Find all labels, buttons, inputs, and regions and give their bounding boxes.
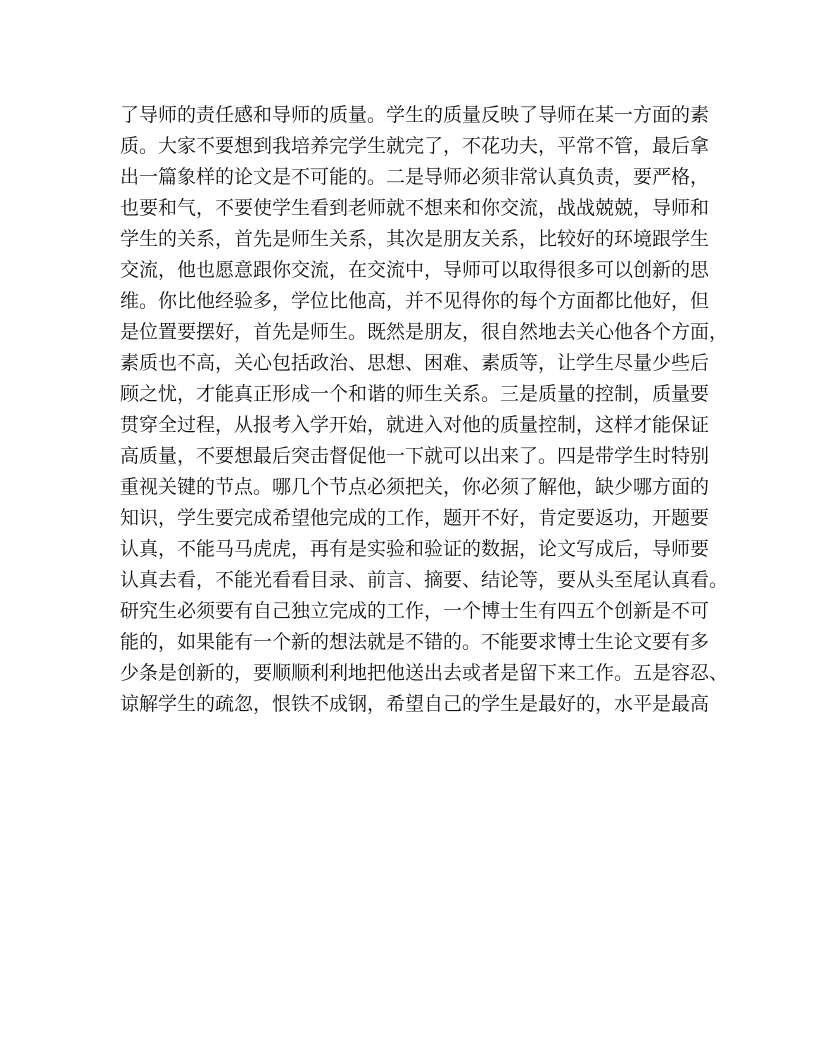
body-text <box>120 100 729 720</box>
text-line: 重视关键的节点。哪几个节点必须把关，你必须了解他，缺少哪方面的 <box>120 476 710 498</box>
text-line: 能的，如果能有一个新的想法就是不错的。不能要求博士生论文要有多 <box>120 631 710 653</box>
text-line: 少条是创新的，要顺顺利利地把他送出去或者是留下来工作。五是容忍、 <box>120 662 729 684</box>
text-line: 也要和气，不要使学生看到老师就不想来和你交流，战战兢兢，导师和 <box>120 197 710 219</box>
text-line: 知识，学生要完成希望他完成的工作，题开不好，肯定要返功，开题要 <box>120 507 710 529</box>
text-line: 学生的关系，首先是师生关系，其次是朋友关系，比较好的环境跟学生 <box>120 228 710 250</box>
text-line: 了导师的责任感和导师的质量。学生的质量反映了导师在某一方面的素 <box>120 104 710 126</box>
text-line: 认真去看，不能光看看目录、前言、摘要、结论等，要从头至尾认真看。 <box>120 569 729 591</box>
text-line: 是位置要摆好，首先是师生。既然是朋友，很自然地去关心他各个方面， <box>120 321 729 343</box>
text-line: 认真，不能马马虎虎，再有是实验和验证的数据，论文写成后，导师要 <box>120 538 710 560</box>
text-line: 研究生必须要有自己独立完成的工作，一个博士生有四五个创新是不可 <box>120 600 710 622</box>
text-line: 交流，他也愿意跟你交流，在交流中，导师可以取得很多可以创新的思 <box>120 259 710 281</box>
text-line: 素质也不高，关心包括政治、思想、困难、素质等，让学生尽量少些后 <box>120 352 710 374</box>
text-line: 高质量，不要想最后突击督促他一下就可以出来了。四是带学生时特别 <box>120 445 710 467</box>
text-line: 谅解学生的疏忽，恨铁不成钢，希望自己的学生是最好的，水平是最高 <box>120 693 710 715</box>
text-line: 顾之忧，才能真正形成一个和谐的师生关系。三是质量的控制，质量要 <box>120 383 710 405</box>
text-line: 维。你比他经验多，学位比他高，并不见得你的每个方面都比他好，但 <box>120 290 710 312</box>
text-line: 出一篇象样的论文是不可能的。二是导师必须非常认真负责，要严格， <box>120 166 710 188</box>
text-line: 质。大家不要想到我培养完学生就完了，不花功夫，平常不管，最后拿 <box>120 135 710 157</box>
text-line: 贯穿全过程，从报考入学开始，就进入对他的质量控制，这样才能保证 <box>120 414 710 436</box>
